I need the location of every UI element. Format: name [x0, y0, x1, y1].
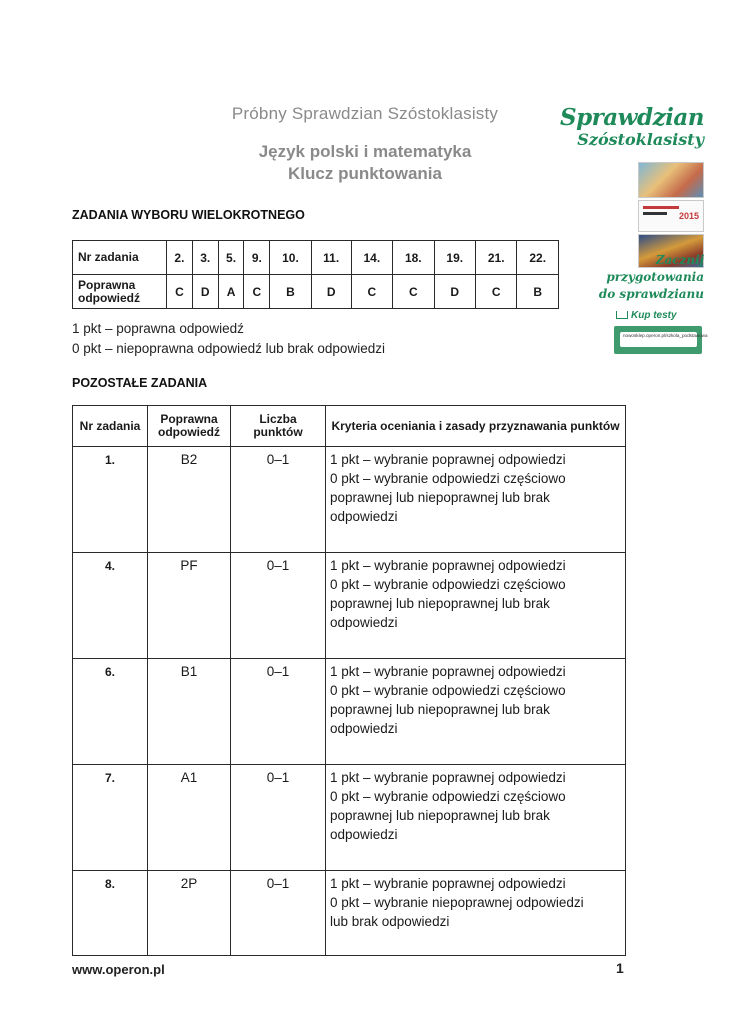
row-label-answer: Poprawna odpowiedź [73, 275, 167, 309]
task-number: 21. [475, 241, 516, 275]
column-header-answer: Poprawna odpowiedź [148, 406, 231, 447]
promo-subtitle: Szóstoklasisty [577, 130, 704, 149]
page-subtitle-key: Klucz punktowania [288, 164, 442, 183]
column-header-criteria: Kryteria oceniania i zasady przyznawania punktów [326, 406, 626, 447]
task-number: 7. [73, 765, 148, 871]
promo-banner[interactable] [559, 104, 708, 366]
task-number: 3. [192, 241, 218, 275]
task-number: 6. [73, 659, 148, 765]
shop-link-banner[interactable] [614, 326, 708, 354]
answer-cell: B [270, 275, 311, 309]
table-row [73, 765, 626, 871]
criteria: 1 pkt – wybranie poprawnej odpowiedzi 0 pkt – wybranie odpowiedzi częściowo poprawnej lub niepoprawnej lub brak odpowiedzi [326, 447, 626, 553]
table-row [73, 447, 626, 553]
correct-answer: 2P [148, 871, 231, 956]
task-number: 14. [351, 241, 392, 275]
cart-icon [616, 311, 628, 319]
column-header-nr: Nr zadania [73, 406, 148, 447]
points-range: 0–1 [231, 553, 326, 659]
answer-cell: D [434, 275, 475, 309]
correct-answer: B1 [148, 659, 231, 765]
table-row-numbers [73, 241, 559, 275]
section-title-other-tasks: POZOSTAŁE ZADANIA [72, 376, 208, 390]
table-header-row [73, 406, 626, 447]
answer-cell: C [167, 275, 193, 309]
task-number: 4. [73, 553, 148, 659]
answer-cell: C [475, 275, 516, 309]
book-cover-2 [638, 200, 704, 232]
task-number: 9. [244, 241, 270, 275]
book-cover-1 [638, 162, 704, 198]
points-range: 0–1 [231, 871, 326, 956]
book-year: 2015 [678, 211, 699, 221]
table-row [73, 659, 626, 765]
points-range: 0–1 [231, 447, 326, 553]
table-row [73, 871, 626, 956]
criteria: 1 pkt – wybranie poprawnej odpowiedzi 0 pkt – wybranie niepoprawnej odpowiedzi lub brak odpowiedzi [326, 871, 626, 956]
scoring-rule-incorrect: 0 pkt – niepoprawna odpowiedź lub brak odpowiedzi [72, 341, 385, 356]
criteria: 1 pkt – wybranie poprawnej odpowiedzi 0 pkt – wybranie odpowiedzi częściowo poprawnej lub niepoprawnej lub brak odpowiedzi [326, 659, 626, 765]
buy-tests-link[interactable]: Kup testy [616, 310, 677, 321]
task-number: 2. [167, 241, 193, 275]
answer-cell: C [244, 275, 270, 309]
criteria: 1 pkt – wybranie poprawnej odpowiedzi 0 pkt – wybranie odpowiedzi częściowo poprawnej lub niepoprawnej lub brak odpowiedzi [326, 553, 626, 659]
row-label-nr: Nr zadania [73, 241, 167, 275]
promo-cta-text: Zacznij przygotowania do sprawdzianu [598, 253, 704, 301]
answer-cell: D [192, 275, 218, 309]
criteria: 1 pkt – wybranie poprawnej odpowiedzi 0 pkt – wybranie odpowiedzi częściowo poprawnej lub niepoprawnej lub brak odpowiedzi [326, 765, 626, 871]
shop-link-text: nowosklep.operon.pl/szkola_podstawowa [620, 332, 697, 347]
column-header-points: Liczba punktów [231, 406, 326, 447]
answer-cell: C [351, 275, 392, 309]
multiple-choice-table [72, 240, 559, 309]
answer-cell: A [218, 275, 244, 309]
task-number: 18. [393, 241, 434, 275]
task-number: 22. [517, 241, 559, 275]
task-number: 10. [270, 241, 311, 275]
correct-answer: A1 [148, 765, 231, 871]
points-range: 0–1 [231, 659, 326, 765]
page-number: 1 [616, 960, 624, 976]
table-row [73, 553, 626, 659]
footer-website-link[interactable]: www.operon.pl [72, 962, 165, 977]
answer-cell: B [517, 275, 559, 309]
task-number: 5. [218, 241, 244, 275]
table-row-answers [73, 275, 559, 309]
correct-answer: PF [148, 553, 231, 659]
correct-answer: B2 [148, 447, 231, 553]
task-number: 8. [73, 871, 148, 956]
other-tasks-table [72, 405, 626, 956]
page-subtitle-subject: Język polski i matematyka [258, 142, 472, 161]
section-title-multiple-choice: ZADANIA WYBORU WIELOKROTNEGO [72, 208, 305, 222]
page-title: Próbny Sprawdzian Szóstoklasisty [231, 104, 499, 123]
task-number: 11. [311, 241, 351, 275]
answer-cell: C [393, 275, 434, 309]
points-range: 0–1 [231, 765, 326, 871]
scoring-rule-correct: 1 pkt – poprawna odpowiedź [72, 321, 244, 336]
answer-cell: D [311, 275, 351, 309]
promo-title: Sprawdzian [559, 104, 704, 131]
task-number: 19. [434, 241, 475, 275]
task-number: 1. [73, 447, 148, 553]
